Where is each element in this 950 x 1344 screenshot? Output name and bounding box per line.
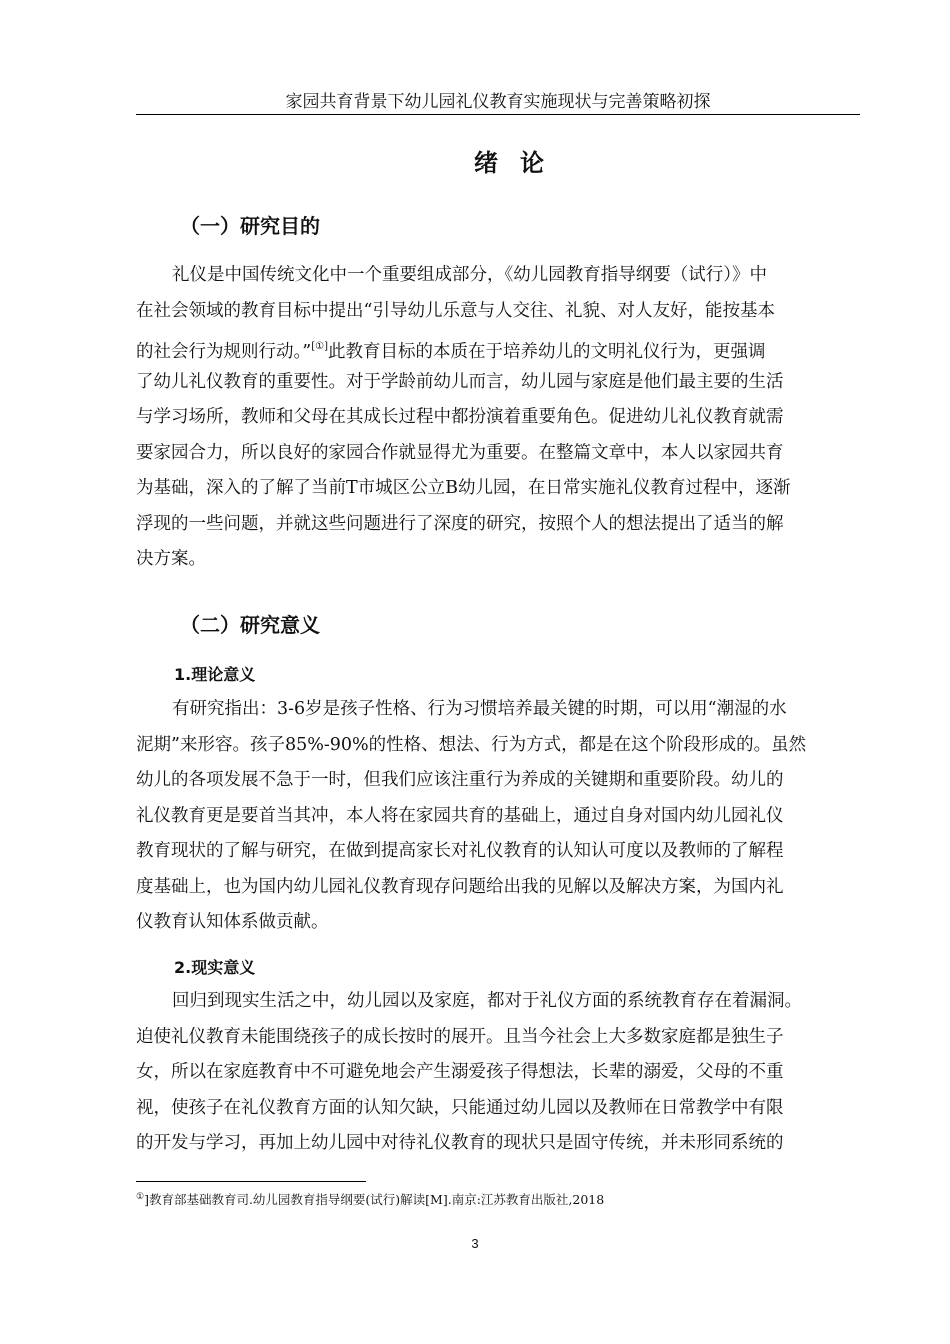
text-line: 回归到现实生活之中，幼儿园以及家庭，都对于礼仪方面的系统教育存在着漏洞。 — [172, 991, 802, 1011]
sub-heading-theoretical: 1.理论意义 — [174, 665, 256, 684]
paragraph-theoretical — [136, 692, 860, 941]
text-line: 视，使孩子在礼仪教育方面的认知欠缺，只能通过幼儿园以及教师在日常教学中有限 — [136, 1097, 784, 1118]
text-segment: 的社会行为规则行动。” — [136, 342, 312, 362]
text-line: 决方案。 — [136, 549, 206, 569]
paragraph-purpose — [136, 258, 860, 578]
text-line: 教育现状的了解与研究，在做到提高家长对礼仪教育的认知认可度以及教师的了解程 — [136, 841, 784, 861]
running-header: 家园共育背景下幼儿园礼仪教育实施现状与完善策略初探 — [285, 92, 711, 112]
page-number: 3 — [471, 1236, 479, 1251]
text-line: 泥期”来形容。孩子85%-90%的性格、想法、行为方式，都是在这个阶段形成的。虽然 — [136, 734, 807, 755]
text-line: 有研究指出：3-6岁是孩子性格、行为习惯培养最关键的时期，可以用“潮湿的水 — [172, 699, 787, 719]
text-line: 度基础上，也为国内幼儿园礼仪教育现存问题给出我的见解以及解决方案，为国内礼 — [136, 876, 784, 897]
text-line: 与学习场所，教师和父母在其成长过程中都扮演着重要角色。促进幼儿礼仪教育就需 — [136, 407, 784, 427]
text-line — [136, 329, 860, 365]
text-segment: 此教育目标的本质在于培养幼儿的文明礼仪行为，更强调 — [327, 342, 766, 362]
text-line: 礼仪是中国传统文化中一个重要组成部分，《幼儿园教育指导纲要（试行）》中 — [172, 265, 767, 285]
section-heading-significance: （二）研究意义 — [180, 613, 320, 637]
footnote-text: ]教育部基础教育司.幼儿园教育指导纲要(试行)解读[M].南京:江苏教育出版社,2018 — [144, 1192, 605, 1207]
text-line: 要家园合力，所以良好的家园合作就显得尤为重要。在整篇文章中，本人以家园共育 — [136, 442, 784, 463]
text-line: 了幼儿礼仪教育的重要性。对于学龄前幼儿而言，幼儿园与家庭是他们最主要的生活 — [136, 371, 784, 392]
text-line: 女，所以在家庭教育中不可避免地会产生溺爱孩子得想法，长辈的溺爱，父母的不重 — [136, 1062, 784, 1082]
section-heading-purpose: （一）研究目的 — [180, 214, 320, 238]
text-line: 幼儿的各项发展不急于一时，但我们应该注重行为养成的关键期和重要阶段。幼儿的 — [136, 770, 784, 790]
text-line: 为基础，深入的了解了当前T市城区公立B幼儿园，在日常实施礼仪教育过程中，逐渐 — [136, 478, 791, 498]
text-line: 的开发与学习，再加上幼儿园中对待礼仪教育的现状只是固守传统，并未形同系统的 — [136, 1133, 784, 1153]
paragraph-practical — [136, 984, 860, 1162]
citation-mark: [①] — [311, 341, 328, 352]
sub-heading-practical: 2.现实意义 — [174, 958, 256, 977]
footnote-mark: ① — [136, 1192, 145, 1202]
footnote-rule — [136, 1181, 366, 1182]
text-line: 礼仪教育更是要首当其冲，本人将在家园共育的基础上，通过自身对国内幼儿园礼仪 — [136, 805, 784, 826]
text-line: 迫使礼仪教育未能围绕孩子的成长按时的展开。且当今社会上大多数家庭都是独生子 — [136, 1026, 784, 1047]
text-line: 在社会领域的教育目标中提出“引导幼儿乐意与人交往、礼貌、对人友好，能按基本 — [136, 300, 775, 321]
header-rule — [136, 114, 860, 115]
text-line: 浮现的一些问题，并就这些问题进行了深度的研究，按照个人的想法提出了适当的解 — [136, 513, 784, 534]
footnote — [136, 1188, 604, 1209]
text-line: 仪教育认知体系做贡献。 — [136, 912, 329, 932]
chapter-title: 绪论 — [474, 149, 566, 177]
